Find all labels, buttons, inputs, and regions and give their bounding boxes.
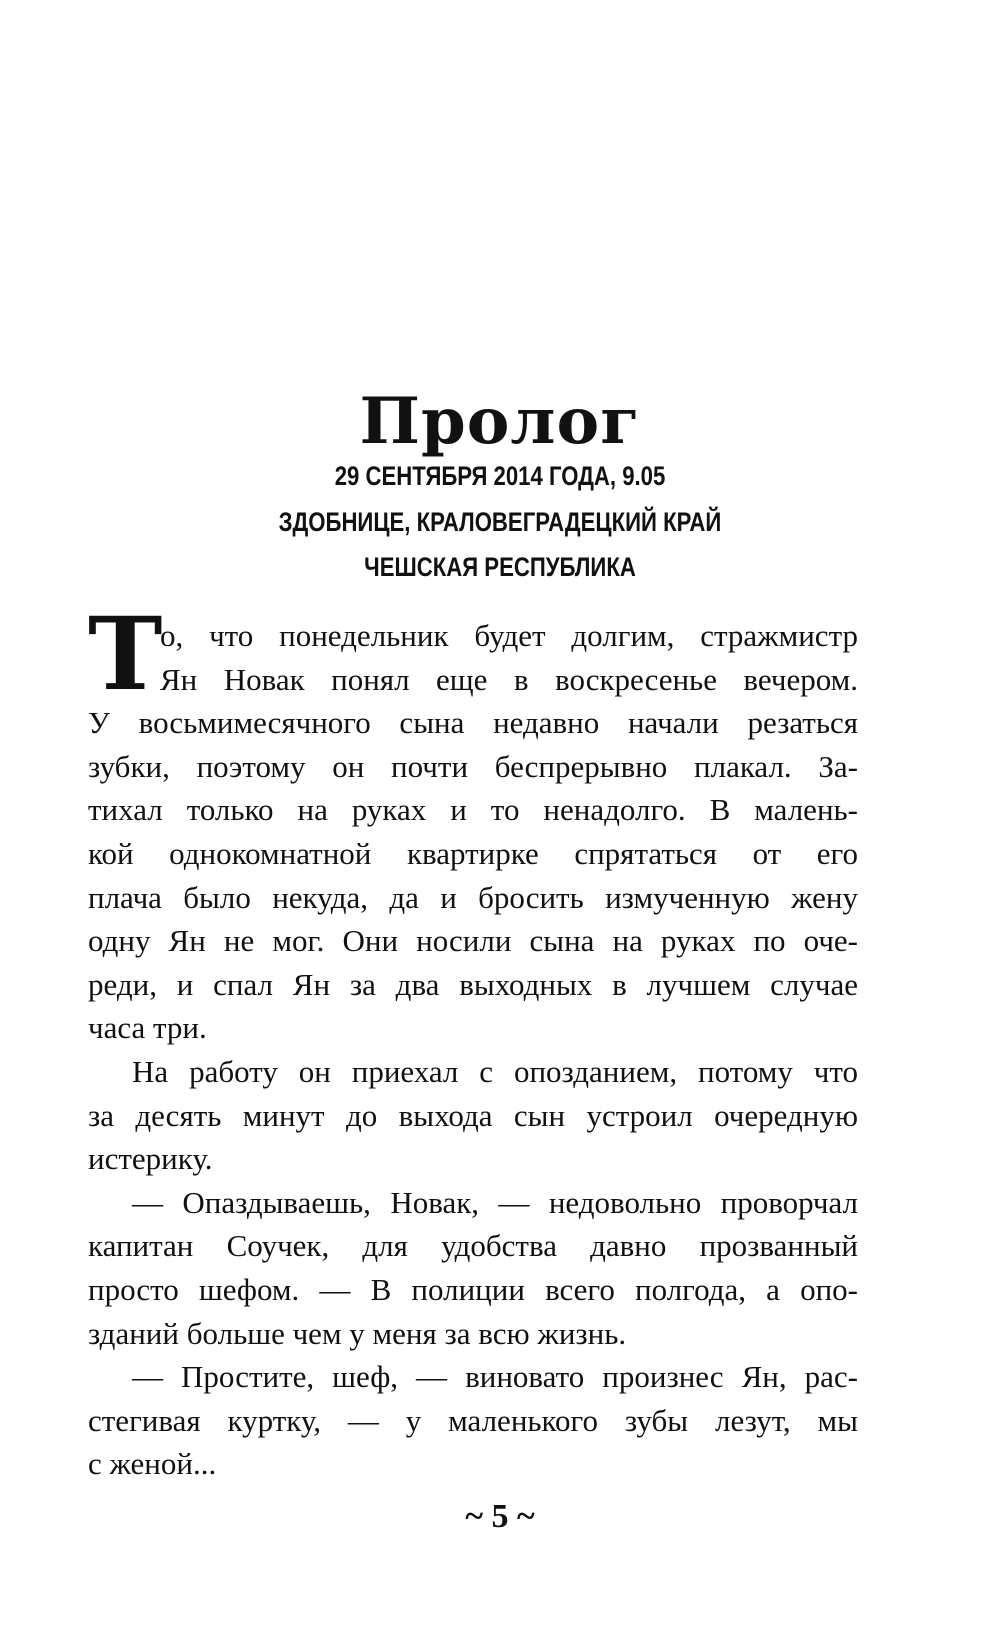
text-line: У восьмимесячного сына недавно начали резаться <box>88 705 858 741</box>
text-line: плача было некуда, да и бросить измученную жену <box>88 879 858 915</box>
text-line: капитан Соучек, для удобства давно прозванный <box>88 1228 858 1264</box>
text-line: — Опаздываешь, Новак, — недовольно проворчал <box>132 1184 858 1220</box>
text-line: одну Ян не мог. Они носили сына на руках по оче- <box>88 923 858 959</box>
page-number: ~ 5 ~ <box>465 1498 535 1535</box>
text-line: зубки, поэтому он почти беспрерывно плакал. За- <box>88 748 858 784</box>
text-line: с женой... <box>88 1446 217 1482</box>
text-line: кой однокомнатной квартирке спрятаться от его <box>88 835 858 871</box>
text-line: о, что понедельник будет долгим, стражмистр <box>160 618 858 653</box>
text-line: Ян Новак понял еще в воскресенье вечером. <box>160 661 858 697</box>
chapter-location: ЗДОБНИЦЕ, КРАЛОВЕГРАДЕЦКИЙ КРАЙ <box>278 507 722 537</box>
text-line: зданий больше чем у меня за всю жизнь. <box>88 1315 627 1351</box>
text-line: за десять минут до выхода сын устроил очередную <box>88 1097 858 1133</box>
chapter-country: ЧЕШСКАЯ РЕСПУБЛИКА <box>364 552 636 582</box>
text-line: тихал только на руках и то ненадолго. В малень- <box>88 792 858 828</box>
drop-cap: Т <box>88 595 163 713</box>
text-line: стегивая куртку, — у маленького зубы лезут, мы <box>88 1402 858 1438</box>
text-line: реди, и спал Ян за два выходных в лучшем случае <box>88 966 858 1002</box>
chapter-title: Пролог <box>359 384 641 459</box>
text-line: часа три. <box>88 1010 207 1046</box>
text-line: На работу он приехал с опозданием, потому что <box>132 1053 858 1089</box>
text-line: истерику. <box>88 1141 213 1177</box>
text-line: просто шефом. — В полиции всего полгода, а опо- <box>88 1271 858 1307</box>
text-line: — Простите, шеф, — виновато произнес Ян, рас- <box>132 1359 858 1395</box>
chapter-date: 29 СЕНТЯБРЯ 2014 ГОДА, 9.05 <box>334 461 666 491</box>
body-text <box>88 614 858 1486</box>
